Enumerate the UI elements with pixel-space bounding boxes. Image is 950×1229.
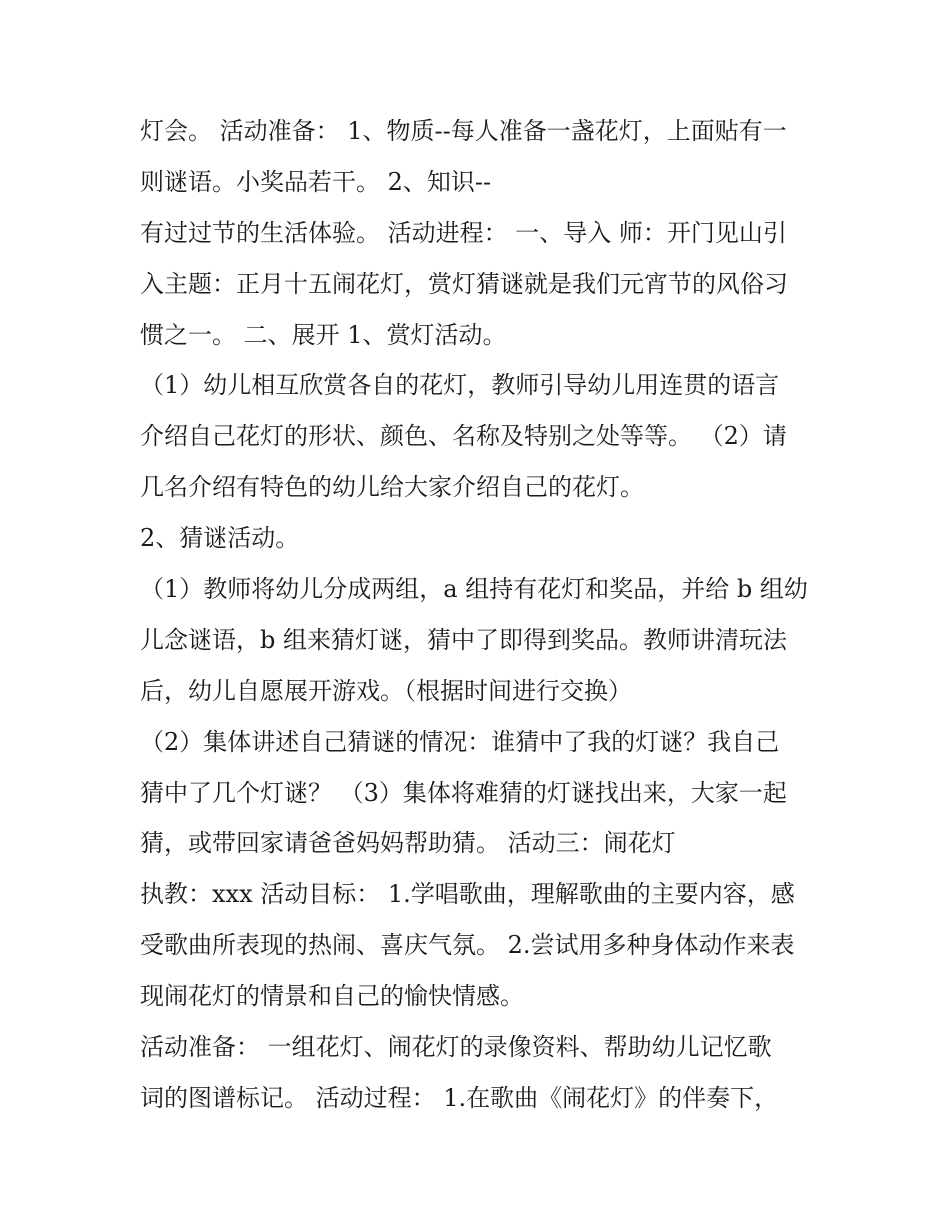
- text-line-15: 猜，或带回家请爸爸妈妈帮助猜。 活动三：闹花灯: [140, 829, 676, 858]
- text-line-4: 入主题：正月十五闹花灯，赏灯猜谜就是我们元宵节的风俗习: [140, 269, 788, 298]
- text-line-7: 介绍自己花灯的形状、颜色、名称及特别之处等等。 （2）请: [140, 422, 787, 451]
- text-line-1: 灯会。 活动准备： 1、物质--每人准备一盏花灯，上面贴有一: [140, 117, 787, 145]
- text-line-12: 后，幼儿自愿展开游戏。（根据时间进行交换）: [140, 676, 632, 705]
- text-line-19: 活动准备： 一组花灯、闹花灯的录像资料、帮助幼儿记忆歌: [140, 1033, 772, 1062]
- text-line-18: 现闹花灯的情景和自己的愉快情感。: [140, 982, 524, 1011]
- text-line-9: 2、猜谜活动。: [140, 524, 300, 553]
- text-line-5: 惯之一。 二、展开 1、赏灯活动。: [140, 320, 507, 349]
- text-line-20: 词的图谱标记。 活动过程： 1.在歌曲《闹花灯》的伴奏下，: [140, 1083, 779, 1112]
- text-line-11: 儿念谜语，b 组来猜灯谜，猜中了即得到奖品。教师讲清玩法: [140, 625, 787, 654]
- document-body: [140, 106, 830, 1124]
- text-line-2: 则谜语。小奖品若干。 2、知识--: [140, 167, 492, 196]
- text-line-14: 猜中了几个灯谜？ （3）集体将难猜的灯谜找出来，大家一起: [140, 778, 787, 807]
- text-line-13: （2）集体讲述自己猜谜的情况：谁猜中了我的灯谜？我自己: [140, 727, 780, 756]
- text-line-17: 受歌曲所表现的热闹、喜庆气氛。 2.尝试用多种身体动作来表: [140, 931, 795, 960]
- text-line-10: （1）教师将幼儿分成两组，a 组持有花灯和奖品，并给 b 组幼: [140, 575, 808, 604]
- text-line-16: 执教：xxx 活动目标： 1.学唱歌曲，理解歌曲的主要内容，感: [140, 880, 795, 909]
- text-line-3: 有过过节的生活体验。 活动进程： 一、导入 师：开门见山引: [140, 218, 787, 247]
- text-line-8: 几名介绍有特色的幼儿给大家介绍自己的花灯。: [140, 473, 644, 502]
- text-line-6: （1）幼儿相互欣赏各自的花灯，教师引导幼儿用连贯的语言: [140, 371, 780, 400]
